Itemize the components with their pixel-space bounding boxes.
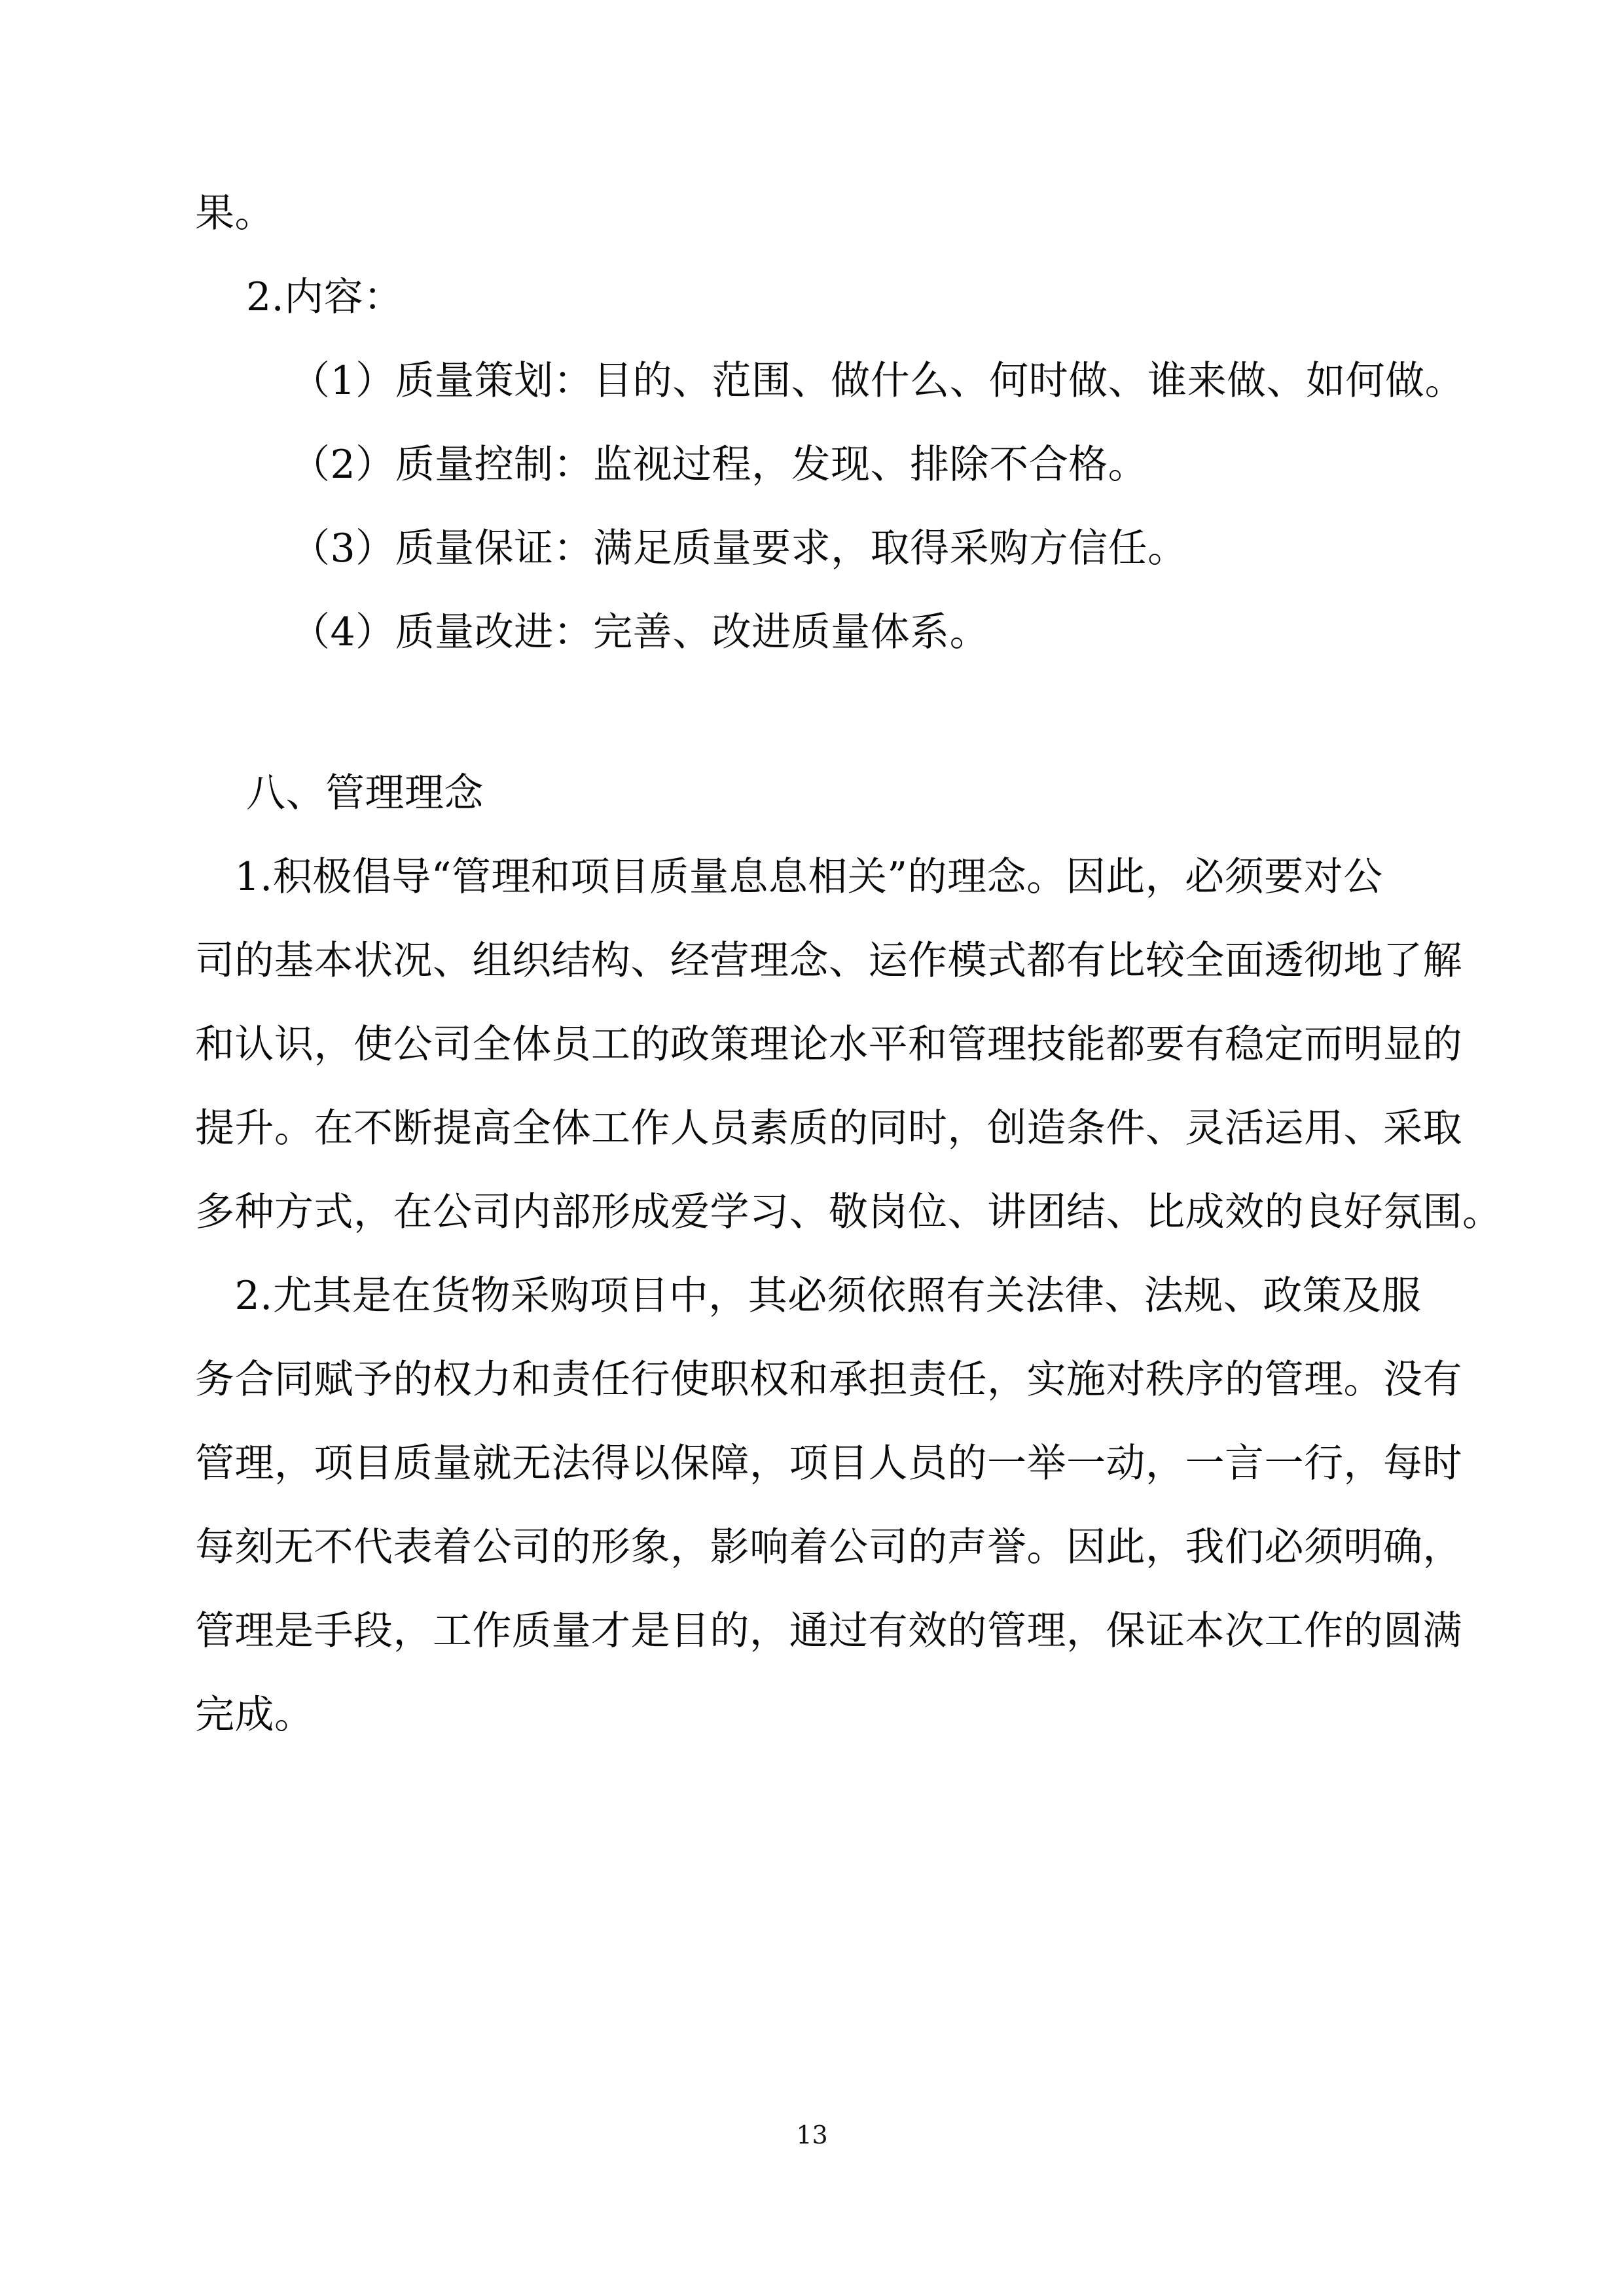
list-item-1 [195, 339, 1465, 423]
paragraph-1 [195, 835, 1502, 1254]
list-item-3 [195, 507, 1432, 590]
text-line: （3）质量保证：满足质量要求，取得采购方信任。 [291, 526, 1187, 571]
text-line: 司的基本状况、组织结构、经营理念、运作模式都有比较全面透彻地了解 [195, 938, 1462, 984]
document-body [195, 171, 1502, 1757]
page-number: 13 [796, 2121, 828, 2149]
text-line: （2）质量控制：监视过程，发现、排除不合格。 [291, 442, 1148, 488]
list-item-4 [195, 590, 1432, 674]
text-line: 务合同赋予的权力和责任行使职权和承担责任，实施对秩序的管理。没有 [195, 1357, 1462, 1403]
list-item-2 [195, 423, 1432, 507]
text-line: 提升。在不断提高全体工作人员素质的同时，创造条件、灵活运用、采取 [195, 1105, 1462, 1151]
text-line: 每刻无不代表着公司的形象，影响着公司的声誉。因此，我们必须明确， [195, 1524, 1462, 1570]
text-line: 完成。 [195, 1692, 314, 1738]
paragraph-2 [195, 1254, 1462, 1757]
text-line: 管理，项目质量就无法得以保障，项目人员的一举一动，一言一行，每时 [195, 1441, 1462, 1486]
text-line: 2.内容： [246, 274, 403, 320]
text-line: 多种方式，在公司内部形成爱学习、敬岗位、讲团结、比成效的良好氛围。 [195, 1189, 1502, 1235]
text-line: （1）质量策划：目的、范围、做什么、何时做、谁来做、如何做。 [291, 358, 1465, 404]
text-line: 和认识，使公司全体员工的政策理论水平和管理技能都要有稳定而明显的 [195, 1022, 1462, 1067]
text-line: 管理是手段，工作质量才是目的，通过有效的管理，保证本次工作的圆满 [195, 1608, 1462, 1654]
section-heading-8 [195, 751, 1432, 835]
text-line: 1.积极倡导“管理和项目质量息息相关”的理念。因此，必须要对公 [195, 854, 1383, 900]
subheading-content [195, 255, 1432, 339]
text-line: 果。 [195, 190, 274, 236]
section-spacer [195, 674, 1432, 751]
section-heading-text: 八、管理理念 [246, 770, 484, 816]
text-line: （4）质量改进：完善、改进质量体系。 [291, 609, 990, 655]
text-line: 2.尤其是在货物采购项目中，其必须依照有关法律、法规、政策及服 [195, 1273, 1422, 1319]
paragraph-carryover [195, 171, 1432, 255]
